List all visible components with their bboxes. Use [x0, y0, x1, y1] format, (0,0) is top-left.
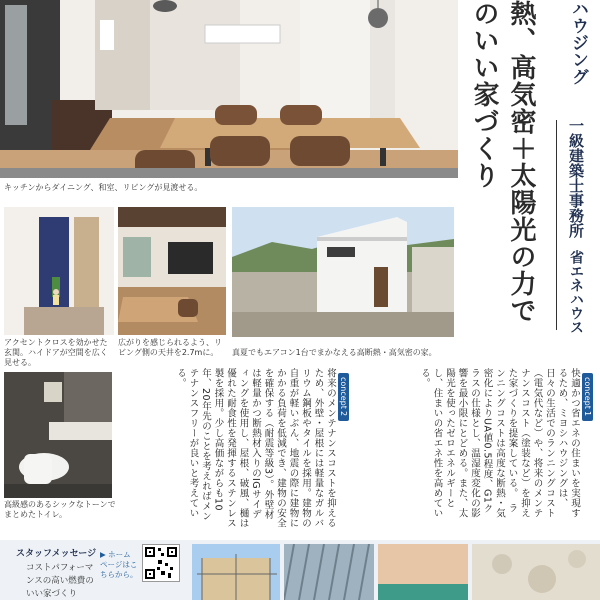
concept-1-label: concept	[583, 377, 592, 409]
construction-photo	[192, 544, 280, 600]
entrance-caption: アクセントクロスを効かせた玄関。ハイドアが空間を広く見せる。	[4, 338, 108, 367]
concept-2-text: 将来のメンテナンスコストを抑えるため、外壁・屋根には軽量なガルバリウム鋼板やタイルを採用。建物の自重が軽いぶん、地震の際に建物にかかる負荷を低減でき、建物の安全を確保する（耐震等級3）。外壁材は軽量かつ断熱材入りのIGサイディングを使用し、屋根、破風、樋は優れた耐食性を発揮するステンレス製を採用。少し高価ながらも10年、20年先のことを考えればメンテナンスフリーが良いと考えている。	[175, 368, 336, 528]
toilet-photo	[4, 372, 112, 498]
headline-line1: 熱、高気密＋太陽光の力で	[506, 0, 536, 324]
material-sample-photo	[378, 544, 468, 600]
concept-1-text: 快適かつ省エネの住まいを実現するため、ミヨシハウジングは、日々の生活でのランニングコスト（電気代など）や、将来のメンテナンスコスト（塗装など）を抑えた家づくりを提案している。 ランニングコストは高度な断熱・気密化によりUA値0.5程度、G1クラスの仕様とし、温湿度変化の影響を最小限にとどめる。また、太陽光を使ったゼロエネルギーとし、住まいの省エネ性を高めている。	[419, 368, 580, 518]
exterior-photo	[232, 207, 454, 337]
headline-line2: のいい家づくり	[469, 0, 499, 189]
concept-1-number: 1	[583, 411, 592, 417]
staff-message-title: スタッフメッセージ	[16, 549, 97, 559]
entrance-photo	[4, 207, 114, 335]
company-tag: 省エネハウス	[568, 250, 584, 334]
concept-2-badge	[338, 373, 349, 421]
company-name: ハウジング	[568, 0, 588, 85]
concept-1-badge	[582, 373, 593, 421]
staff-message-text: コストパフォーマンスの高い燃費のいい家づくり	[26, 563, 94, 599]
concept-2-label: concept	[339, 377, 348, 409]
concept-2-number: 2	[339, 411, 348, 417]
dining-caption: キッチンからダイニング、和室、リビングが見渡せる。	[4, 183, 203, 192]
company-divider	[556, 120, 557, 330]
metal-roof-photo	[284, 544, 374, 600]
company-office: 一級建築士事務所	[567, 118, 585, 238]
dining-room-photo	[0, 0, 458, 178]
qr-code[interactable]	[142, 544, 180, 582]
exterior-caption: 真夏でもエアコン1台でまかなえる高断熱・高気密の家。	[232, 348, 437, 357]
toilet-caption: 高級感のあるシックなトーンでまとめたトイレ。	[4, 500, 116, 519]
home-link[interactable]: ▶ ホームページはこちらから。	[100, 550, 138, 579]
insulation-photo	[472, 544, 600, 600]
living-caption: 広がりを感じられるよう、リビング側の天井を2.7mに。	[118, 338, 222, 357]
living-photo	[118, 207, 226, 335]
